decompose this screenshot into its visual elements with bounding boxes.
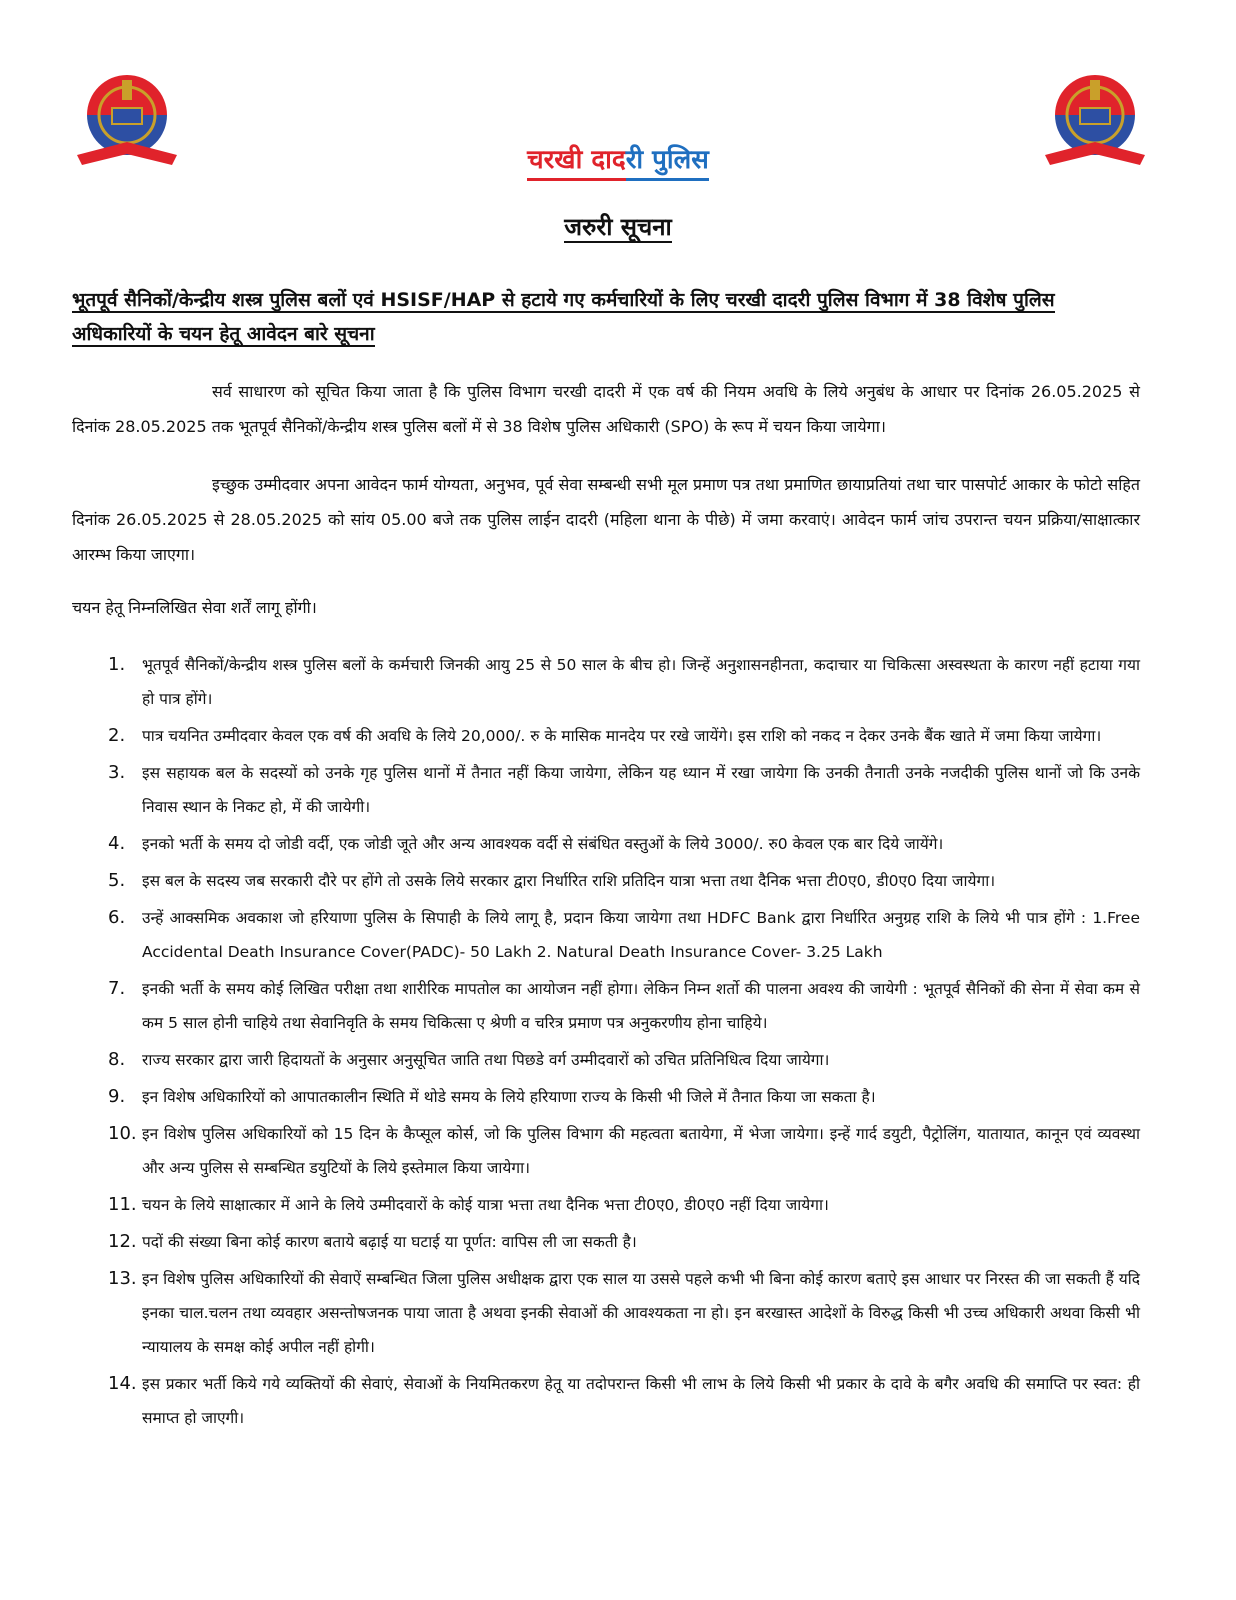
condition-number: 3. — [108, 762, 126, 783]
condition-text: इन विशेष पुलिस अधिकारियों की सेवाऐं सम्बन्धित जिला पुलिस अधीक्षक द्वारा एक साल या उससे पहले कभी भी बिना कोई कारण बताऐ इस आधार पर निरस्त की जा सकती हैं यदि इनका चाल.चलन तथा व्यवहार असन्तोषजनक पाया जाता है अथवा इनकी सेवाओं की आवश्यकता ना हो। इन बरखास्त आदेशों के विरुद्ध किसी भी उच्च अधिकारी अथवा किसी भी न्यायालय के समक्ष कोई अपील नहीं होगी। — [142, 1270, 1140, 1356]
paragraph-text: इच्छुक उम्मीदवार अपना आवेदन फार्म योग्यता, अनुभव, पूर्व सेवा सम्बन्धी सभी मूल प्रमाण पत्र तथा प्रमाणित छायाप्रतियां तथा चार पासपोर्ट आकार के फोटो सहित दिनांक 26.05.2025 से 28.05.2025 को सांय 05.00 बजे तक पुलिस लाईन दादरी (महिला थाना के पीछे) में जमा करवाएं। आवेदन फार्म जांच उपरान्त चयन प्रक्रिया/साक्षात्कार आरम्भ किया जाएगा। — [72, 475, 1140, 564]
condition-number: 2. — [108, 725, 126, 746]
condition-item — [72, 1117, 1140, 1185]
condition-number: 4. — [108, 833, 126, 854]
brand-blue-part: री पुलिस — [626, 140, 709, 181]
condition-item — [72, 864, 1140, 898]
condition-item — [72, 719, 1140, 753]
condition-item — [72, 1080, 1140, 1114]
condition-item — [72, 1262, 1140, 1364]
condition-number: 6. — [108, 907, 126, 928]
condition-text: भूतपूर्व सैनिकों/केन्द्रीय शस्त्र पुलिस बलों के कर्मचारी जिनकी आयु 25 से 50 साल के बीच हो। जिन्हें अनुशासनहीनता, कदाचार या चिकित्सा अस्वस्थता के कारण नहीं हटाया गया हो पात्र होंगे। — [142, 656, 1140, 708]
condition-number: 1. — [108, 654, 126, 675]
condition-text: इस बल के सदस्य जब सरकारी दौरे पर होंगे तो उसके लिये सरकार द्वारा निर्धारित राशि प्रतिदिन यात्रा भत्ता तथा दैनिक भत्ता टी0ए0, डी0ए0 दिया जायेगा। — [142, 872, 996, 890]
paragraph-application — [72, 467, 1140, 572]
condition-text: राज्य सरकार द्वारा जारी हिदायतों के अनुसार अनुसूचित जाति तथा पिछडे वर्ग उम्मीदवारों को उचित प्रतिनिधित्व दिया जायेगा। — [142, 1051, 830, 1069]
condition-number: 9. — [108, 1086, 126, 1107]
condition-text: चयन के लिये साक्षात्कार में आने के लिये उम्मीदवारों के कोई यात्रा भत्ता तथा दैनिक भत्ता टी0ए0, डी0ए0 नहीं दिया जायेगा। — [142, 1196, 829, 1214]
notice-subject — [72, 283, 1140, 351]
condition-item — [72, 756, 1140, 824]
conditions-list — [72, 648, 1140, 1438]
condition-item — [72, 1225, 1140, 1259]
condition-number: 8. — [108, 1049, 126, 1070]
condition-text: इस प्रकार भर्ती किये गये व्यक्तियों की सेवाएं, सेवाओं के नियमितकरण हेतू या तदोपरान्त किसी भी लाभ के लिये किसी भी प्रकार के दावे के बगैर अवधि की समाप्ति पर स्वत: ही समाप्त हो जाएगी। — [142, 1375, 1140, 1427]
condition-number: 13. — [108, 1268, 137, 1289]
condition-item — [72, 1043, 1140, 1077]
condition-text: इन विशेष अधिकारियों को आपातकालीन स्थिति में थोडे समय के लिये हरियाणा राज्य के किसी भी जिले में तैनात किया जा सकता है। — [142, 1088, 876, 1106]
condition-number: 7. — [108, 978, 126, 999]
condition-text: पदों की संख्या बिना कोई कारण बताये बढ़ाई या घटाई या पूर्णत: वापिस ली जा सकती है। — [142, 1233, 637, 1251]
condition-number: 14. — [108, 1373, 137, 1394]
condition-text: उन्हें आक्समिक अवकाश जो हरियाणा पुलिस के सिपाही के लिये लागू है, प्रदान किया जायेगा तथा HDFC Bank द्वारा निर्धारित अनुग्रह राशि के लिये भी पात्र होंगे : 1.Free Accidental Death Insurance Cover(PADC)- 50 Lakh 2. Natural Death Insurance Cover- 3.25 Lakh — [142, 909, 1140, 961]
department-name — [0, 140, 1236, 181]
condition-item — [72, 1367, 1140, 1435]
condition-item — [72, 972, 1140, 1040]
condition-text: इस सहायक बल के सदस्यों को उनके गृह पुलिस थानों में तैनात नहीं किया जायेगा, लेकिन यह ध्यान में रखा जायेगा कि उनकी तैनाती उनके नजदीकी पुलिस थानों जो कि उनके निवास स्थान के निकट हो, में की जायेगी। — [142, 764, 1140, 816]
condition-item — [72, 827, 1140, 861]
notice-title — [0, 210, 1236, 243]
brand-red-part: चरखी दाद — [527, 140, 626, 181]
condition-number: 5. — [108, 870, 126, 891]
paragraph-intro — [72, 374, 1140, 444]
paragraph-text: चयन हेतू निम्नलिखित सेवा शर्तें लागू होंगी। — [72, 598, 317, 617]
title-text: जरुरी सूचना — [564, 213, 672, 241]
condition-text: इनकी भर्ती के समय कोई लिखित परीक्षा तथा शारीरिक मापतोल का आयोजन नहीं होगा। लेकिन निम्न शर्तो की पालना अवश्य की जायेगी : भूतपूर्व सैनिकों की सेना में सेवा कम से कम 5 साल होनी चाहिये तथा सेवानिवृति के समय चिकित्सा ए श्रेणी व चरित्र प्रमाण पत्र अनुकरणीय होना चाहिये। — [142, 980, 1140, 1032]
condition-item — [72, 901, 1140, 969]
condition-item — [72, 1188, 1140, 1222]
condition-item — [72, 648, 1140, 716]
condition-text: इनको भर्ती के समय दो जोडी वर्दी, एक जोडी जूते और अन्य आवश्यक वर्दी से संबंधित वस्तुओं के लिये 3000/. रु0 केवल एक बार दिये जायेंगे। — [142, 835, 944, 853]
condition-text: इन विशेष पुलिस अधिकारियों को 15 दिन के कैप्सूल कोर्स, जो कि पुलिस विभाग की महत्वता बतायेगा, में भेजा जायेगा। इन्हें गार्द डयुटी, पैट्रोलिंग, यातायात, कानून एवं व्यवस्था और अन्य पुलिस से सम्बन्धित डयुटियों के लिये इस्तेमाल किया जायेगा। — [142, 1125, 1140, 1177]
condition-number: 11. — [108, 1194, 137, 1215]
condition-text: पात्र चयनित उम्मीदवार केवल एक वर्ष की अवधि के लिये 20,000/. रु के मासिक मानदेय पर रखे जायेंगे। इस राशि को नकद न देकर उनके बैंक खाते में जमा किया जायेगा। — [142, 727, 1102, 745]
paragraph-text: सर्व साधारण को सूचित किया जाता है कि पुलिस विभाग चरखी दादरी में एक वर्ष की नियम अवधि के लिये अनुबंध के आधार पर दिनांक 26.05.2025 से दिनांक 28.05.2025 तक भूतपूर्व सैनिकों/केन्द्रीय शस्त्र पुलिस बलों में से 38 विशेष पुलिस अधिकारी (SPO) के रूप में चयन किया जायेगा। — [72, 382, 1140, 436]
condition-number: 12. — [108, 1231, 137, 1252]
paragraph-conditions-heading — [72, 590, 1140, 625]
subject-text: भूतपूर्व सैनिकों/केन्द्रीय शस्त्र पुलिस बलों एवं HSISF/HAP से हटाये गए कर्मचारियों के लिए चरखी दादरी पुलिस विभाग में 38 विशेष पुलिस अधिकारियों के चयन हेतू आवेदन बारे सूचना — [72, 289, 1055, 345]
condition-number: 10. — [108, 1123, 137, 1144]
